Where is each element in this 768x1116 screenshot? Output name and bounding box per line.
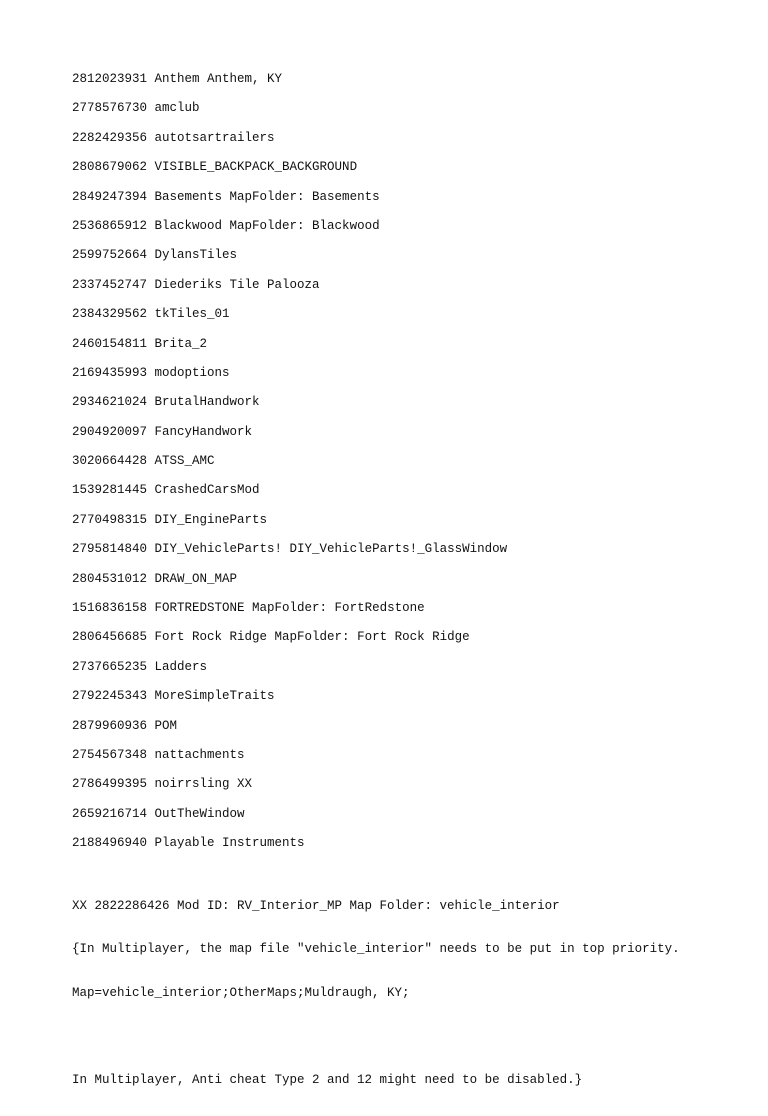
mod-entry xyxy=(72,100,752,129)
workshop-id: 2754567348 xyxy=(72,747,148,762)
mod-name: OutTheWindow xyxy=(154,806,245,821)
note-line: {In Multiplayer, the map file "vehicle_interior" needs to be put in top priority. xyxy=(72,942,680,957)
mod-name: tkTiles_01 xyxy=(154,307,230,322)
mod-name: Ladders xyxy=(154,659,208,674)
mod-entry xyxy=(72,336,752,365)
workshop-id: 2806456685 xyxy=(72,630,148,645)
workshop-id: 2786499395 xyxy=(72,777,148,792)
mod-entry xyxy=(72,776,752,805)
mod-name: noirrsling XX xyxy=(154,777,253,792)
workshop-id: 2460154811 xyxy=(72,336,148,351)
mod-entry xyxy=(72,659,752,688)
mod-name: VISIBLE_BACKPACK_BACKGROUND xyxy=(154,160,358,175)
mod-entry xyxy=(72,835,752,864)
mod-entry xyxy=(72,629,752,658)
document-page xyxy=(72,71,752,1116)
mod-entry xyxy=(72,247,752,276)
workshop-id: 2808679062 xyxy=(72,160,148,175)
mod-entry xyxy=(72,453,752,482)
mod-name: modoptions xyxy=(154,365,230,380)
mod-entry xyxy=(72,394,752,423)
mod-name: BrutalHandwork xyxy=(154,395,260,410)
workshop-id: 1539281445 xyxy=(72,483,148,498)
mod-entry xyxy=(72,71,752,100)
mod-entry xyxy=(72,482,752,511)
mod-entry xyxy=(72,159,752,188)
workshop-id: 1516836158 xyxy=(72,601,148,616)
multiplayer-note xyxy=(72,870,752,1116)
note-line: In Multiplayer, Anti cheat Type 2 and 12 might need to be disabled.} xyxy=(72,1072,583,1087)
mod-name: POM xyxy=(154,718,178,733)
workshop-id: 2536865912 xyxy=(72,218,148,233)
mod-entry xyxy=(72,718,752,747)
workshop-id: 3020664428 xyxy=(72,454,148,469)
workshop-id: 2384329562 xyxy=(72,307,148,322)
mod-entry xyxy=(72,512,752,541)
workshop-id: 2879960936 xyxy=(72,718,148,733)
mod-name: Diederiks Tile Palooza xyxy=(154,277,320,292)
workshop-id: 2737665235 xyxy=(72,659,148,674)
mod-entry xyxy=(72,365,752,394)
mod-name: FORTREDSTONE MapFolder: FortRedstone xyxy=(154,601,425,616)
note-line: XX 2822286426 Mod ID: RV_Interior_MP Map Folder: vehicle_interior xyxy=(72,898,560,913)
workshop-id: 2792245343 xyxy=(72,689,148,704)
mod-name: Playable Instruments xyxy=(154,836,305,851)
workshop-id: 2804531012 xyxy=(72,571,148,586)
mod-entry xyxy=(72,571,752,600)
workshop-id: 2599752664 xyxy=(72,248,148,263)
mod-list xyxy=(72,71,752,865)
workshop-id: 2188496940 xyxy=(72,836,148,851)
workshop-id: 2770498315 xyxy=(72,512,148,527)
blank-line xyxy=(72,1029,752,1044)
workshop-id: 2795814840 xyxy=(72,542,148,557)
mod-entry xyxy=(72,747,752,776)
mod-entry xyxy=(72,189,752,218)
mod-entry xyxy=(72,130,752,159)
mod-name: Blackwood MapFolder: Blackwood xyxy=(154,218,380,233)
mod-name: DylansTiles xyxy=(154,248,238,263)
mod-name: amclub xyxy=(154,101,200,116)
workshop-id: 2169435993 xyxy=(72,365,148,380)
mod-name: DIY_VehicleParts! DIY_VehicleParts!_GlassWindow xyxy=(154,542,508,557)
mod-entry xyxy=(72,688,752,717)
workshop-id: 2849247394 xyxy=(72,189,148,204)
mod-entry xyxy=(72,541,752,570)
mod-name: MoreSimpleTraits xyxy=(154,689,275,704)
mod-name: FancyHandwork xyxy=(154,424,253,439)
mod-name: DRAW_ON_MAP xyxy=(154,571,238,586)
mod-name: Anthem Anthem, KY xyxy=(154,72,283,86)
workshop-id: 2282429356 xyxy=(72,130,148,145)
mod-name: ATSS_AMC xyxy=(154,454,215,469)
mod-entry xyxy=(72,600,752,629)
mod-name: CrashedCarsMod xyxy=(154,483,260,498)
workshop-id: 2778576730 xyxy=(72,101,148,116)
workshop-id: 2904920097 xyxy=(72,424,148,439)
mod-name: autotsartrailers xyxy=(154,130,275,145)
workshop-id: 2934621024 xyxy=(72,395,148,410)
mod-name: Basements MapFolder: Basements xyxy=(154,189,380,204)
workshop-id: 2659216714 xyxy=(72,806,148,821)
mod-name: Brita_2 xyxy=(154,336,208,351)
mod-entry xyxy=(72,424,752,453)
mod-entry xyxy=(72,306,752,335)
mod-name: DIY_EngineParts xyxy=(154,512,268,527)
mod-entry xyxy=(72,218,752,247)
mod-entry xyxy=(72,806,752,835)
note-line: Map=vehicle_interior;OtherMaps;Muldraugh, KY; xyxy=(72,985,410,1000)
mod-name: Fort Rock Ridge MapFolder: Fort Rock Ridge xyxy=(154,630,470,645)
workshop-id: 2337452747 xyxy=(72,277,148,292)
mod-entry xyxy=(72,277,752,306)
mod-name: nattachments xyxy=(154,747,245,762)
workshop-id: 2812023931 xyxy=(72,72,148,86)
